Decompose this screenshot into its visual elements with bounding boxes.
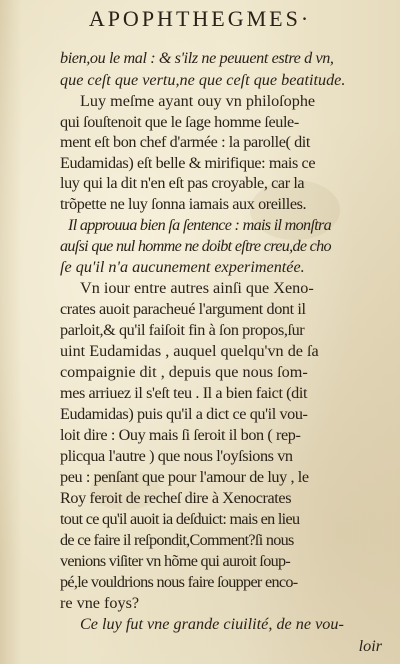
text-line: tout ce qu'il auoit ia deſduict: mais en lieu (60, 510, 300, 528)
text-line: Luy meſme ayant ouy vn philoſophe (80, 92, 316, 110)
text-line: que ceſt que vertu,ne que ceſt que beatitude. (60, 71, 346, 89)
running-head: APOPHTHEGMES· (88, 6, 312, 31)
text-line: pé,le vouldrions nous faire ſoupper enco- (60, 573, 298, 591)
text-line: de ce faire il reſpondit,Comment?ſi nous (60, 531, 294, 549)
text-line: peu : penſant que pour l'amour de luy , le (60, 468, 309, 486)
text-line: Ce luy fut vne grande ciuilité, de ne vou- (80, 615, 344, 633)
text-line: Roy feroit de recheſ dire à Xenocrates (60, 489, 292, 507)
text-line: trõpette ne luy ſonna iamais aux oreilles. (60, 195, 307, 213)
text-line: venions viſiter vn hõme qui auroit ſoup- (60, 552, 291, 570)
text-line: auſsi que nul homme ne doibt eſtre creu,de cho (60, 237, 331, 255)
text-line: bien,ou le mal : & s'ilz ne peuuent estre d vn, (60, 49, 334, 67)
text-line: qui ſouſtenoit que le ſage homme ſeule- (60, 113, 299, 131)
text-line: Vn iour entre autres ainſi que Xeno- (80, 279, 314, 297)
text-line: compaignie dit , depuis que nous ſom- (60, 363, 308, 381)
text-line: ment eſt bon chef d'armée : la parolle( dit (60, 133, 311, 151)
catchword: loir (358, 637, 382, 655)
text-line: Eudamidas) puis qu'il a dict ce qu'il vou- (60, 405, 308, 423)
text-line: uint Eudamidas , auquel quelqu'vn de ſa (60, 342, 319, 360)
text-line: Eudamidas) eſt belle & mirifique: mais ce (60, 154, 316, 172)
text-line: re vne foys? (60, 594, 140, 612)
text-line: mes arriuez il s'eſt teu . Il a bien faict (dit (60, 384, 308, 402)
text-line: ſe qu'il n'a aucunement experimentée. (60, 258, 305, 276)
text-line: Il approuua bien ſa ſentence : mais il monſtra (68, 216, 332, 234)
text-line: plicqua l'autre ) que nous l'oyſsions vn (60, 447, 293, 465)
text-line: crates auoit paracheué l'argument dont il (60, 300, 306, 318)
text-line: parloit,& qu'il faiſoit fin à ſon propos,ſur (60, 321, 305, 339)
text-line: loit dire : Ouy mais ſi ſeroit il bon ( rep- (60, 426, 301, 444)
text-line: luy qui la dit n'en eſt pas croyable, car la (60, 174, 305, 192)
